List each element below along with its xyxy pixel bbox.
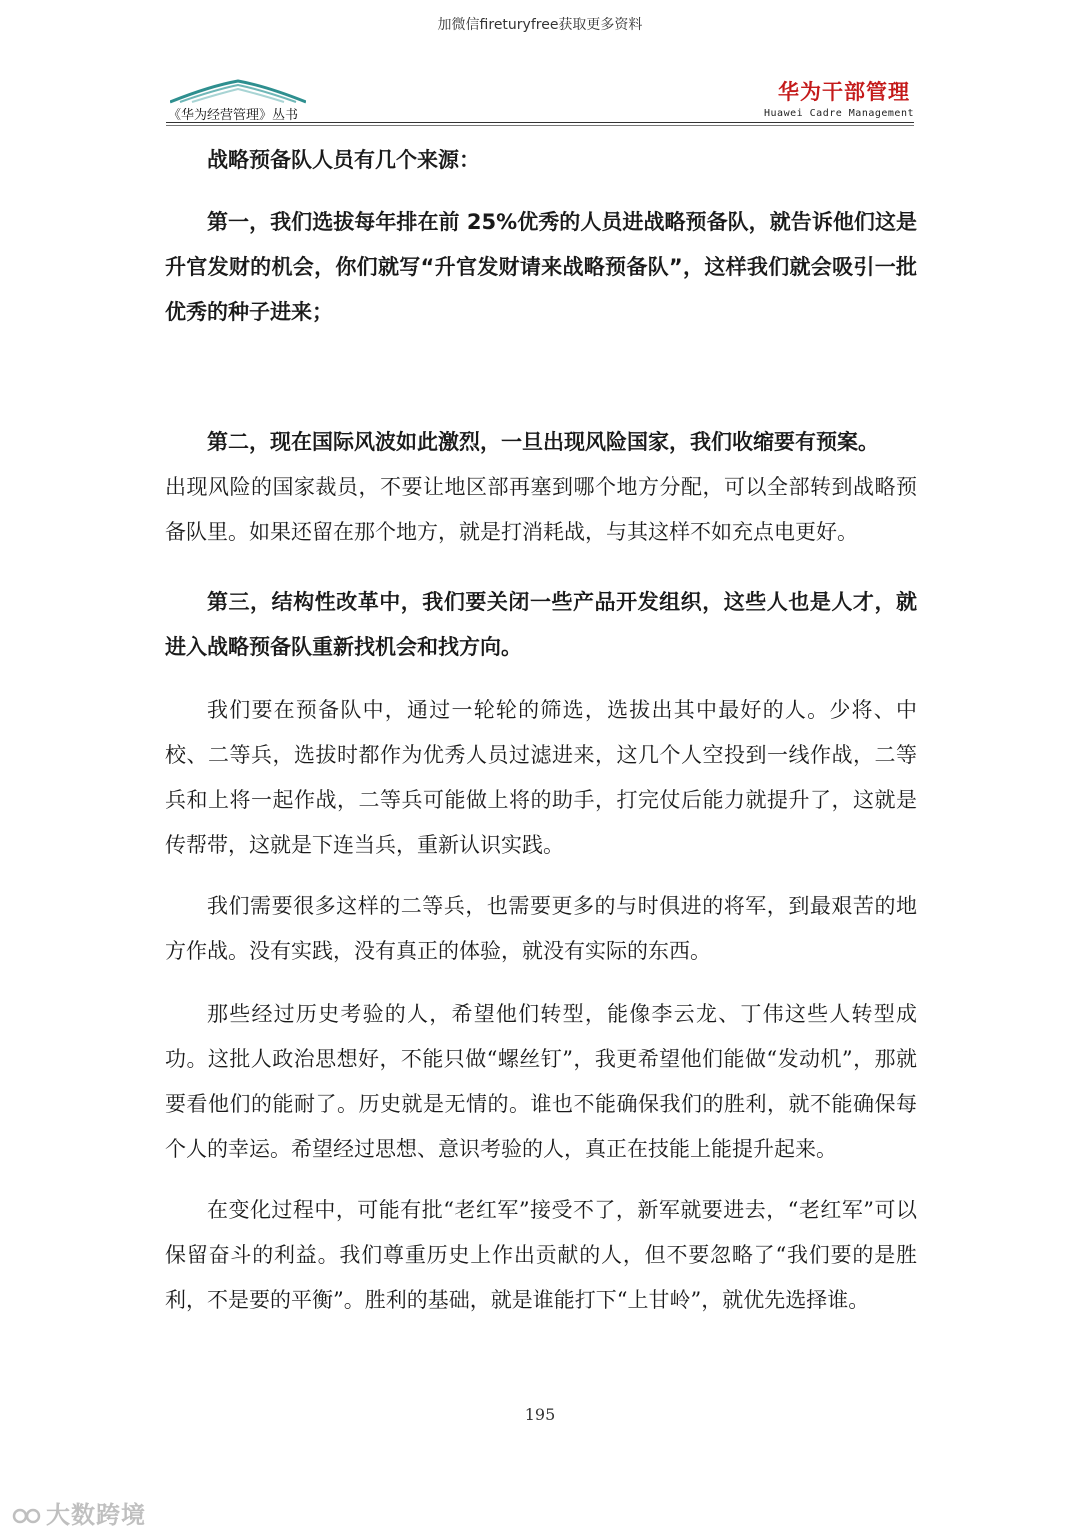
series-name: 《华为经营管理》丛书 xyxy=(168,108,299,123)
paragraph-7: 那些经过历史考验的人，希望他们转型，能像李云龙、丁伟这些人转型成功。这批人政治思想好，不能只做“螺丝钉”，我更希望他们能做“发动机”，那就要看他们的能耐了。历史就是无情的。谁也不能确保我们的胜利，就不能确保每个人的幸运。希望经过思想、意识考验的人，真正在技能上能提升起来。 xyxy=(165,1002,917,1161)
paragraph-8: 在变化过程中，可能有批“老红军”接受不了，新军就要进去，“老红军”可以保留奋斗的利益。我们尊重历史上作出贡献的人，但不要忽略了“我们要的是胜利，不是要的平衡”。胜利的基础，就是谁能打下“上甘岭”，就优先选择谁。 xyxy=(165,1198,917,1312)
page-number: 195 xyxy=(524,1405,556,1424)
paragraph-3: 第二，现在国际风波如此激烈，一旦出现风险国家，我们收缩要有预案。 xyxy=(207,430,879,454)
header-rule-thin xyxy=(166,125,914,126)
paragraph-4: 第三，结构性改革中，我们要关闭一些产品开发组织，这些人也是人才，就进入战略预备队重新找机会和找方向。 xyxy=(165,590,917,659)
header-rule xyxy=(166,122,914,123)
paragraph-6: 我们需要很多这样的二等兵，也需要更多的与时俱进的将军，到最艰苦的地方作战。没有实践，没有真正的体验，就没有实际的东西。 xyxy=(165,894,917,963)
book-logo-icon xyxy=(170,78,306,104)
watermark-logo-icon xyxy=(12,1504,42,1528)
top-note: 加微信fireturyfree获取更多资料 xyxy=(437,17,643,33)
paragraph-1: 战略预备队人员有几个来源： xyxy=(207,148,480,172)
book-title: 华为干部管理 xyxy=(778,80,910,104)
book-subtitle: Huawei Cadre Management xyxy=(764,108,914,119)
watermark-text: 大数跨境 xyxy=(46,1501,146,1529)
paragraph-2: 第一，我们选拔每年排在前 25%优秀的人员进战略预备队，就告诉他们这是升官发财的机会，你们就写“升官发财请来战略预备队”，这样我们就会吸引一批优秀的种子进来； xyxy=(165,210,917,324)
paragraph-3-continued: 出现风险的国家裁员，不要让地区部再塞到哪个地方分配，可以全部转到战略预备队里。如果还留在那个地方，就是打消耗战，与其这样不如充点电更好。 xyxy=(165,475,917,544)
paragraph-5: 我们要在预备队中，通过一轮轮的筛选，选拔出其中最好的人。少将、中校、二等兵，选拔时都作为优秀人员过滤进来，这几个人空投到一线作战，二等兵和上将一起作战，二等兵可能做上将的助手，打完仗后能力就提升了，这就是传帮带，这就是下连当兵，重新认识实践。 xyxy=(165,698,917,857)
watermark xyxy=(12,1495,146,1530)
